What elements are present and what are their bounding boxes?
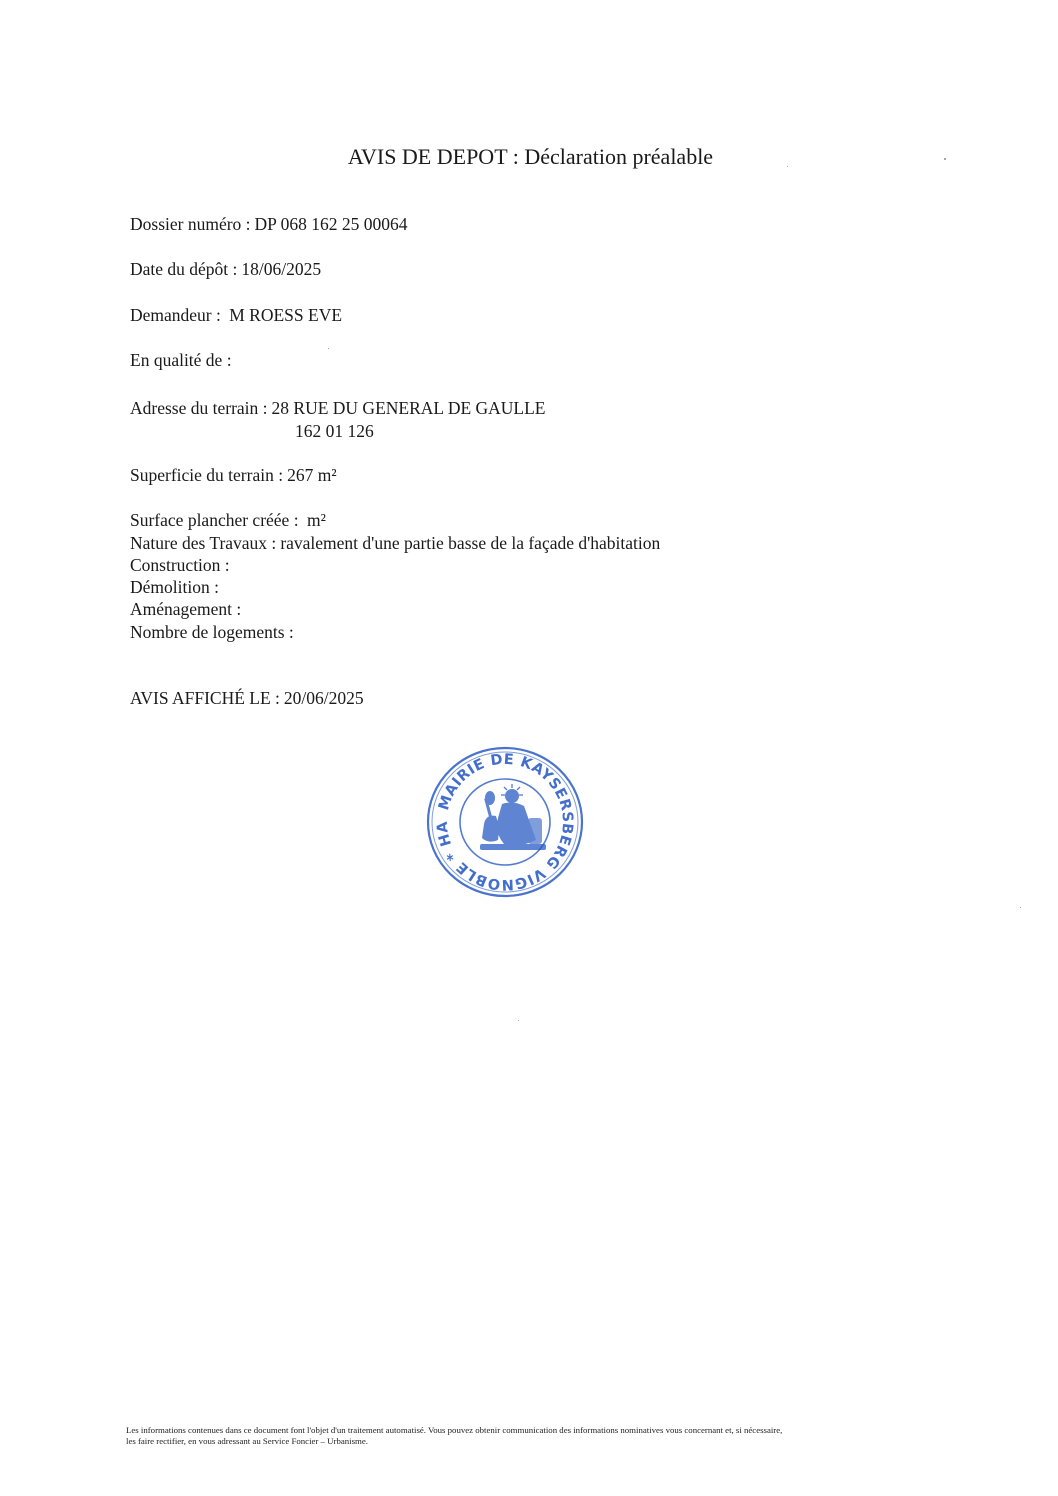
- avis-affiche-field: [130, 687, 364, 709]
- amenagement-field: [130, 598, 245, 620]
- adresse-label: Adresse du terrain :: [130, 398, 268, 418]
- amenagement-label: Aménagement :: [130, 599, 242, 619]
- scan-speck: [787, 166, 788, 167]
- demolition-field: [130, 576, 223, 598]
- adresse-field: [130, 397, 546, 419]
- demandeur-label: Demandeur :: [130, 305, 221, 325]
- surface-plancher-field: [130, 509, 326, 531]
- nature-travaux-label: Nature des Travaux :: [130, 533, 277, 553]
- avis-affiche-label: AVIS AFFICHÉ LE :: [130, 688, 280, 708]
- demandeur-field: [130, 304, 342, 326]
- superficie-label: Superficie du terrain :: [130, 465, 284, 485]
- date-depot-value: 18/06/2025: [241, 259, 322, 279]
- stamp-figure-icon: [480, 784, 546, 850]
- superficie-value: 267 m²: [287, 465, 337, 485]
- stamp-seal-graphic: [424, 744, 586, 900]
- surface-plancher-label: Surface plancher créée :: [130, 510, 299, 530]
- adresse-value: 28 RUE DU GENERAL DE GAULLE: [271, 398, 546, 418]
- scan-speck: [518, 1020, 519, 1021]
- qualite-label: En qualité de :: [130, 350, 232, 370]
- date-depot-field: [130, 258, 321, 280]
- demolition-label: Démolition :: [130, 577, 219, 597]
- date-depot-label: Date du dépôt :: [130, 259, 238, 279]
- footer-notice: [126, 1425, 956, 1447]
- construction-field: [130, 554, 234, 576]
- logements-field: [130, 621, 298, 643]
- dossier-value: DP 068 162 25 00064: [254, 214, 408, 234]
- mairie-stamp: [424, 744, 586, 900]
- scan-speck: [1020, 907, 1021, 908]
- qualite-field: [130, 349, 236, 371]
- nature-travaux-field: [130, 532, 660, 554]
- nature-travaux-value: ravalement d'une partie basse de la façade d'habitation: [280, 533, 661, 553]
- construction-label: Construction :: [130, 555, 230, 575]
- stamp-text: MAIRIE DE KAYSERSBERG VIGNOBLE * HA: [434, 751, 576, 893]
- footer-line-2: les faire rectifier, en vous adressant au Service Foncier – Urbanisme.: [126, 1436, 368, 1446]
- logements-label: Nombre de logements :: [130, 622, 294, 642]
- scan-speck: [944, 158, 946, 160]
- footer-line-1: Les informations contenues dans ce document font l'objet d'un traitement automatisé. Vous pouvez obtenir communication des informations nominatives vous concernant et, si nécessaire,: [126, 1425, 783, 1435]
- demandeur-value: M ROESS EVE: [224, 305, 343, 325]
- superficie-field: [130, 464, 337, 486]
- scan-speck: [328, 348, 329, 349]
- surface-plancher-value: m²: [302, 510, 326, 530]
- dossier-label: Dossier numéro :: [130, 214, 251, 234]
- avis-affiche-value: 20/06/2025: [283, 688, 364, 708]
- adresse-parcel: 162 01 126: [295, 421, 374, 441]
- page-title: AVIS DE DEPOT : Déclaration préalable: [347, 144, 714, 169]
- dossier-field: [130, 213, 408, 235]
